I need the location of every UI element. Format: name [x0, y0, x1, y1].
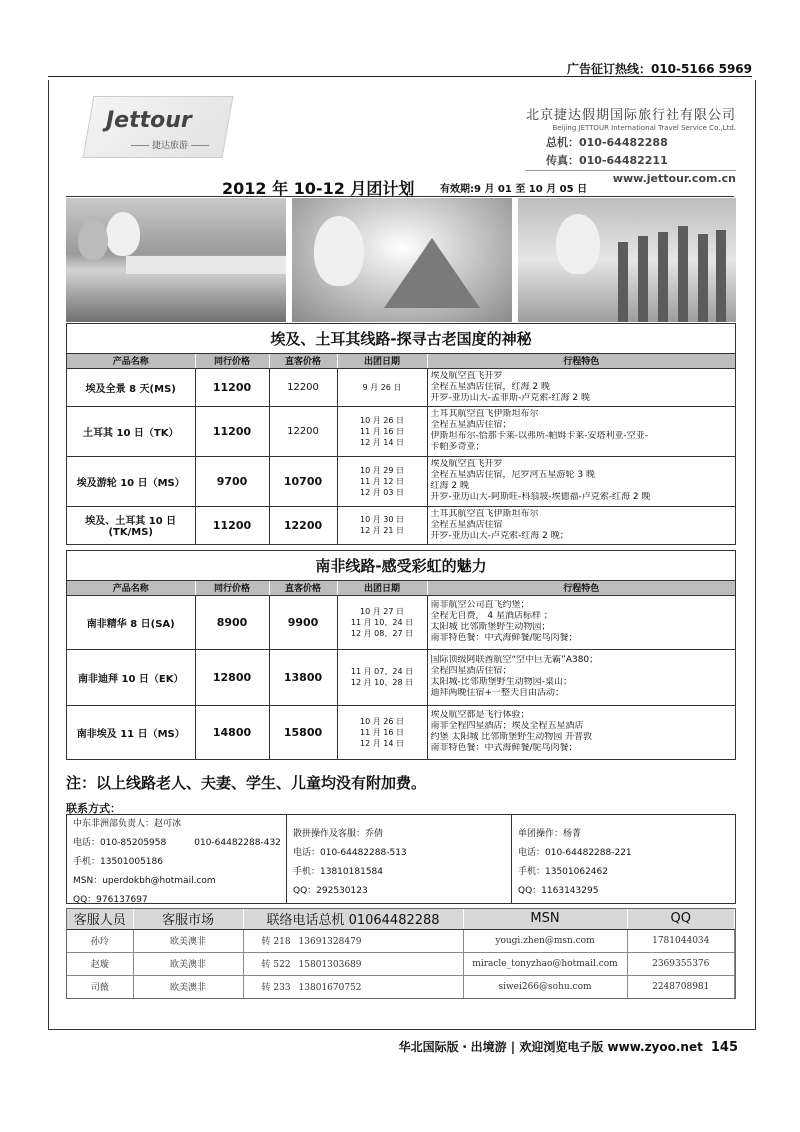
table-row [67, 506, 735, 544]
logo-subtitle: 捷达旅游 [128, 138, 212, 151]
feature-line: 红海 2 晚 [430, 481, 469, 491]
feature-line: 埃及航空都是飞行体验； [430, 710, 530, 721]
phone: 010-64482288-432 [194, 838, 281, 848]
date: 10 月 27 日 [360, 606, 404, 616]
features [427, 506, 735, 544]
features [427, 595, 735, 649]
feature-line: 南非特色餐：中式海鲜餐/鸵鸟肉餐； [430, 633, 578, 643]
staff-phone [243, 975, 463, 998]
photo-banner [66, 198, 736, 322]
mobile: 手机：13810181584 [293, 867, 383, 877]
plan-validity: 有效期:9 月 01 至 10 月 05 日 [440, 184, 588, 195]
section-egypt-turkey [66, 323, 736, 545]
features [427, 368, 735, 406]
company-website[interactable]: www.jettour.com.cn [526, 170, 736, 185]
surcharge-note: 注：以上线路老人、夫妻、学生、儿童均没有附加费。 [66, 774, 427, 792]
departure-dates [337, 406, 427, 456]
product-name: 土耳其 10 日（TK） [67, 406, 195, 456]
col-features: 行程特色 [427, 581, 735, 595]
role: 单团操作：杨菁 [518, 829, 582, 839]
peer-price: 12800 [195, 649, 269, 705]
product-name: 埃及、土耳其 10 日(TK/MS) [67, 506, 195, 544]
extension: 转 233 [261, 983, 291, 994]
section-south-africa [66, 550, 736, 760]
page-number: 145 [710, 1040, 738, 1055]
product-name: 南非精华 8 日(SA) [67, 595, 195, 649]
feature-line: 全程五星酒店住宿 [430, 519, 503, 530]
extension: 转 218 [261, 937, 291, 947]
features [427, 649, 735, 705]
photo-column [698, 234, 708, 322]
footer-text: 华北国际版・出境游 | 欢迎浏览电子版 www.zyoo.net [398, 1040, 703, 1054]
feature-line: 土耳其航空直飞伊斯坦布尔 [430, 409, 539, 419]
date: 9 月 26 日 [362, 382, 402, 392]
feature-line: 南非特色餐：中式海鲜餐/鸵鸟肉餐； [430, 743, 578, 754]
plan-divider [66, 196, 734, 197]
feature-line: 太阳城-比邻斯堡野生动物园-桌山； [430, 677, 572, 687]
feature-line: 开罗-亚历山大-卢克索-红海 2 晚； [430, 530, 569, 541]
staff-qq: 2369355376 [627, 952, 735, 975]
table-header-row [67, 581, 735, 595]
date: 10 月 30 日 [360, 515, 404, 524]
feature-line: 约堡 太阳城 比邻斯堡野生动物园 开普敦 [430, 732, 593, 743]
manager-name: 中东非洲部负责人：赵可冰 [73, 819, 182, 829]
staff-name: 司薇 [67, 975, 133, 998]
col-msn: MSN [463, 909, 627, 929]
feature-line: 国际顶级阿联酋航空“空中巨无霸”A380； [430, 655, 599, 665]
feature-line: 太阳城 比邻斯堡野生动物园； [430, 622, 551, 632]
photo-person [556, 214, 600, 274]
photo-pyramid [292, 198, 512, 322]
peer-price: 11200 [195, 406, 269, 456]
table-row [67, 595, 735, 649]
direct-price: 12200 [269, 406, 337, 456]
feature-line: 埃及航空直飞开罗 [430, 370, 503, 381]
peer-price: 11200 [195, 506, 269, 544]
feature-line: 开罗-亚历山大-孟菲斯-卢克索-红海 2 晚 [430, 392, 590, 403]
date: 12 月 21 日 [360, 526, 404, 535]
mobile: 13691328479 [298, 937, 362, 947]
features [427, 456, 735, 506]
table-row [67, 929, 735, 952]
table-row [67, 456, 735, 506]
qq: QQ：292530123 [293, 886, 368, 896]
feature-line: 开罗-亚历山大-阿斯旺-科翁坡-埃德福-卢克索-红海 2 晚 [430, 492, 651, 502]
direct-price: 12200 [269, 506, 337, 544]
photo-person [78, 220, 108, 260]
date: 11 月 16 日 [360, 426, 404, 436]
photo-column [638, 236, 648, 322]
col-direct-price: 直客价格 [269, 354, 337, 368]
mobile: 手机：13501062462 [518, 867, 608, 877]
feature-line: 全程无自费， 4 星酒店标样 ； [430, 611, 553, 621]
feature-line: 南非航空公司直飞约堡； [430, 600, 530, 610]
staff-qq: 1781044034 [627, 929, 735, 952]
staff-msn: miracle_tonyzhao@hotmail.com [463, 952, 627, 975]
plan-title: 2012 年 10-12 月团计划 [222, 179, 415, 198]
col-market: 客服市场 [133, 909, 243, 929]
feature-line: 卡帕多奇亚； [430, 442, 485, 452]
date: 11 月 16 日 [360, 727, 404, 737]
staff-msn: siwei266@sohu.com [463, 975, 627, 998]
date: 10 月 26 日 [360, 415, 404, 425]
peer-price: 11200 [195, 368, 269, 406]
section-title: 埃及、土耳其线路-探寻古老国度的神秘 [67, 324, 735, 354]
contact-box [66, 814, 736, 904]
qq: QQ：1163143295 [518, 886, 599, 896]
manager-msn: MSN：uperdokbh@hotmail.com [73, 876, 216, 886]
feature-line: 埃及航空直飞开罗 [430, 459, 503, 469]
staff-table [66, 908, 736, 999]
contact-label: 联系方式： [66, 802, 121, 815]
date: 10 月 26 日 [360, 716, 404, 726]
date: 11 月 12 日 [360, 476, 404, 486]
direct-price: 10700 [269, 456, 337, 506]
feature-line: 迪拜两晚住宿+一整天自由活动； [430, 688, 565, 698]
departure-dates [337, 705, 427, 759]
features [427, 406, 735, 456]
col-departure: 出团日期 [337, 354, 427, 368]
manager-mobile: 手机：13501005186 [73, 857, 163, 867]
col-phone: 联络电话总机 01064482288 [243, 909, 463, 929]
feature-line: 全程五星酒店住宿，尼罗河五星游轮 3 晚 [430, 470, 595, 480]
phone: 电话：010-64482288-513 [293, 848, 407, 858]
section-title: 南非线路-感受彩虹的魅力 [67, 551, 735, 581]
peer-price: 8900 [195, 595, 269, 649]
route-table [67, 354, 735, 544]
date: 11 月 10、24 日 [350, 617, 414, 627]
col-product: 产品名称 [67, 581, 195, 595]
product-name: 南非迪拜 10 日（EK） [67, 649, 195, 705]
photo-column [618, 242, 628, 322]
company-name-en: Beijing JETTOUR International Travel Service Co.,Ltd. [552, 124, 736, 132]
feature-line: 土耳其航空直飞伊斯坦布尔 [430, 508, 539, 519]
jettour-logo [88, 96, 228, 158]
feature-line: 全程五星酒店住宿； [430, 420, 512, 430]
mobile: 13801670752 [298, 983, 362, 994]
staff-name: 孙玲 [67, 929, 133, 952]
table-header-row [67, 354, 735, 368]
staff-header-row [67, 909, 735, 929]
photo-river [126, 256, 286, 274]
table-row [67, 649, 735, 705]
role: 散拼操作及客服：乔倩 [293, 829, 384, 839]
photo-pyramid-shape [384, 238, 480, 308]
feature-line: 南非全程四星酒店；埃及全程五星酒店 [430, 721, 584, 732]
staff-phone [243, 952, 463, 975]
peer-price: 9700 [195, 456, 269, 506]
photo-column [658, 232, 668, 322]
date: 12 月 03 日 [360, 487, 404, 497]
product-name: 埃及游轮 10 日（MS） [67, 456, 195, 506]
photo-column [716, 230, 726, 322]
staff-name: 赵璇 [67, 952, 133, 975]
company-name-cn: 北京捷达假期国际旅行社有限公司 [525, 108, 736, 123]
table-row [67, 975, 735, 998]
col-qq: QQ [627, 909, 735, 929]
phone: 电话：010-64482288-221 [518, 848, 632, 858]
table-row [67, 406, 735, 456]
feature-line: 全程四星酒店住宿； [430, 666, 512, 676]
extension: 转 522 [261, 960, 291, 970]
col-features: 行程特色 [427, 354, 735, 368]
company-fax: 传真：010-64482211 [545, 154, 668, 167]
logo-text: Jettour [106, 108, 192, 133]
date: 12 月 08、27 日 [350, 628, 414, 638]
photo-nile-couple [66, 198, 286, 322]
peer-price: 14800 [195, 705, 269, 759]
manager-qq: QQ：976137697 [73, 895, 148, 905]
table-row [67, 952, 735, 975]
product-name: 南非埃及 11 日（MS） [67, 705, 195, 759]
table-row [67, 368, 735, 406]
date: 11 月 07、24 日 [350, 667, 414, 676]
contact-fit-ops [287, 815, 512, 903]
staff-msn: yougi.zhen@msn.com [463, 929, 627, 952]
company-phone: 总机：010-64482288 [545, 136, 668, 149]
col-peer-price: 同行价格 [195, 581, 269, 595]
table-row [67, 705, 735, 759]
col-departure: 出团日期 [337, 581, 427, 595]
header-divider [48, 76, 752, 77]
staff-market: 欧美澳非 [133, 975, 243, 998]
contact-group-ops [512, 815, 737, 903]
col-direct-price: 直客价格 [269, 581, 337, 595]
col-product: 产品名称 [67, 354, 195, 368]
photo-person [106, 212, 140, 256]
staff-phone [243, 929, 463, 952]
route-table [67, 581, 735, 759]
ad-hotline: 广告征订热线：010-5166 5969 [566, 62, 752, 76]
departure-dates [337, 649, 427, 705]
departure-dates [337, 368, 427, 406]
staff-qq: 2248708981 [627, 975, 735, 998]
col-peer-price: 同行价格 [195, 354, 269, 368]
direct-price: 9900 [269, 595, 337, 649]
date: 12 月 10、28 日 [350, 678, 414, 687]
manager-phones [73, 834, 286, 853]
feature-line: 全程五星酒店住宿，红海 2 晚 [430, 381, 550, 392]
product-name: 埃及全景 8 天(MS) [67, 368, 195, 406]
date: 12 月 14 日 [360, 738, 404, 748]
departure-dates [337, 506, 427, 544]
date: 10 月 29 日 [360, 465, 404, 475]
date: 12 月 14 日 [360, 437, 404, 447]
staff-market: 欧美澳非 [133, 952, 243, 975]
contact-manager [67, 815, 287, 903]
departure-dates [337, 595, 427, 649]
company-info [526, 104, 736, 185]
photo-person [314, 216, 364, 286]
photo-column [678, 226, 688, 322]
page-footer [399, 1038, 738, 1055]
mobile: 15801303689 [298, 960, 362, 970]
phone: 电话：010-85205958 [73, 838, 167, 848]
staff-market: 欧美澳非 [133, 929, 243, 952]
feature-line: 伊斯坦布尔-恰那卡莱-以弗所-帕姆卡莱-安塔利亚-空亚- [430, 431, 648, 441]
col-staff: 客服人员 [67, 909, 133, 929]
features [427, 705, 735, 759]
departure-dates [337, 456, 427, 506]
direct-price: 13800 [269, 649, 337, 705]
direct-price: 12200 [269, 368, 337, 406]
direct-price: 15800 [269, 705, 337, 759]
photo-temple [518, 198, 736, 322]
